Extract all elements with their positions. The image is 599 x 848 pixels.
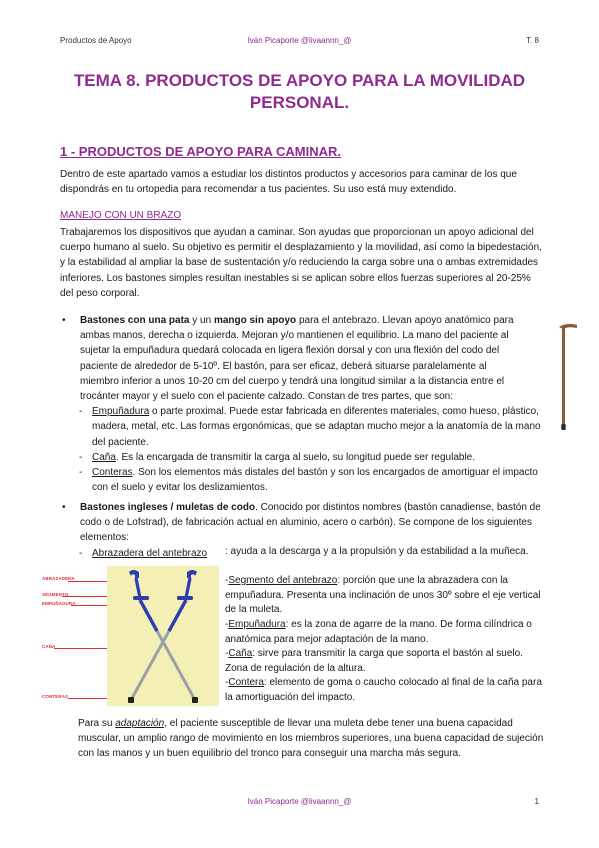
part-desc: . Son los elementos más distales del bastón y son los encargados de amortiguar el impacto con el suelo y evitar los deslizamientos.: [92, 467, 538, 494]
footer-author: Iván Picaporte @livaannn_@: [247, 797, 352, 806]
part-desc: : sirve para transmitir la carga que soporta el bastón al suelo. Zona de regulación de la altura.: [225, 648, 523, 674]
label-conteras: CONTERAS: [42, 694, 69, 699]
label-empunadura: EMPUÑADURA: [42, 601, 76, 606]
bullet-symbol: •: [62, 502, 66, 513]
title-line-1: TEMA 8. PRODUCTOS DE APOYO PARA LA MOVILIDAD: [73, 71, 526, 90]
closing-pre: Para su: [78, 718, 116, 729]
closing-paragraph: [78, 716, 544, 762]
part-term: Abrazadera del antebrazo: [92, 547, 208, 559]
bold-term: mango sin apoyo: [213, 315, 297, 326]
dash-symbol: -: [79, 451, 83, 463]
section-heading: 1 - PRODUCTOS DE APOYO PARA CAMINAR.: [60, 144, 341, 159]
dash-symbol: -: [79, 406, 83, 418]
bullet-canes-text: [80, 313, 522, 404]
bullet-canes-body: para el antebrazo. Llevan apoyo anatómico para ambas manos, derecha o izquierda. Mejoran y/o mantienen el equilibrio. La mano del paciente al sujetar la empuñadura quedará colocada en ligera flexión dorsal y con una flexión del codo del paciente de alrededor de 5-10º. El bastón, para ser eficaz, deberá situarse paralelamente al miembro inferior a unos 10-20 cm del cuerpo y tendrá una longitud similar a la distancia entre el trocánter mayor y el suelo con el paciente calzado. Constan de tres partes, que son:: [80, 315, 514, 403]
part-term: Conteras: [92, 467, 133, 479]
dash-symbol: -: [225, 648, 229, 659]
closing-term: adaptación: [115, 718, 165, 729]
header-author: Iván Picaporte @livaannn_@: [247, 36, 352, 45]
crutch-part-grip: [225, 618, 545, 647]
header-topic: T. 8: [526, 36, 539, 45]
part-term: Empuñadura: [228, 619, 286, 630]
dash-symbol: -: [79, 547, 83, 559]
part-desc: : es la zona de agarre de la mano. De forma cilíndrica o anatómica para mejor adaptación de la mano.: [225, 619, 532, 645]
cane-part-tip: [60, 465, 545, 495]
dash-symbol: -: [225, 619, 229, 630]
part-desc: o parte proximal. Puede estar fabricada en diferentes materiales, como hueso, plástico, madera, metal, etc. Las formas ergonómicas, que se adaptan mucho mejor a la anatomía de la mano del paciente.: [92, 406, 541, 448]
closing-body: , el paciente susceptible de llevar una muleta debe tener una buena capacidad muscular, un amplio rango de movimiento en los miembros superiores, una buena capacidad de sujeción con las manos y un buen equilibrio del tronco para conseguir una marcha más segura.: [78, 718, 544, 760]
dash-symbol: -: [225, 575, 229, 586]
crutch-cuff-desc: [225, 545, 545, 560]
title-line-2: PERSONAL.: [249, 93, 350, 112]
bullet-crutches-body: . Conocido por distintos nombres (bastón canadiense, bastón de codo o de Lofstrad), de fabricación actual en aluminio, acero o carbón). Se compone de los siguientes elementos:: [80, 502, 541, 544]
label-segmento: SEGMENTO: [42, 592, 69, 597]
crutch-part-segment: [225, 574, 545, 618]
dash-symbol: -: [225, 677, 229, 688]
bold-term: Bastones con una pata: [80, 315, 190, 326]
cane-image: [553, 321, 583, 431]
part-desc: : elemento de goma o caucho colocado al final de la caña para la amortiguación del impacto.: [225, 677, 542, 703]
bullet-canes: [60, 313, 545, 495]
label-abrazadera: ABRAZADERA: [42, 576, 75, 581]
cane-part-shaft: [60, 450, 545, 465]
bullet-crutches-row: [60, 500, 545, 546]
cane-part-grip: [60, 404, 545, 450]
header-left: Productos de Apoyo: [60, 36, 132, 45]
part-desc: : porción que une la abrazadera con la empuñadura. Presenta una inclinación de unos 30º sobre el eje vertical de la muleta.: [225, 575, 541, 616]
bullet-canes-row: [60, 313, 545, 404]
part-term: Contera: [228, 677, 264, 688]
crutch-image: [107, 566, 219, 706]
crutch-part-tip: [225, 676, 545, 705]
label-cana: CAÑA: [42, 644, 56, 649]
dash-symbol: -: [79, 467, 83, 479]
part-desc: . Es la encargada de transmitir la carga al suelo, su longitud puede ser regulable.: [115, 451, 476, 463]
subsection-heading: MANEJO CON UN BRAZO: [60, 210, 182, 221]
page-number: 1: [534, 797, 539, 806]
part-term: Caña: [228, 648, 253, 659]
subsection-body: Trabajaremos los dispositivos que ayudan a caminar. Son ayudas que proporcionan un apoyo adicional del cuerpo humano al suelo. Su objetivo es permitir el desplazamiento y la movilidad, así como la bipedestación, y la estabilidad al ampliar la base de sustentación y/o reduciendo la carga sobre una o ambas extremidades inferiores. Los bastones simples resultan inestables si se aplican sobre ellos fuerzas superiores al 20-25% del peso corporal.: [60, 227, 542, 299]
page-header: [60, 36, 539, 48]
section-intro: Dentro de este apartado vamos a estudiar los distintos productos y accesorios para caminar de los que dispondrás en tu ortopedia para recomendar a tus pacientes. Su uso está muy extendido.: [60, 169, 517, 196]
bold-term: Bastones ingleses / muletas de codo: [80, 502, 256, 513]
part-term: Empuñadura: [92, 406, 150, 418]
crutch-part-shaft: [225, 647, 545, 676]
bullet-symbol: •: [62, 315, 66, 326]
bullet-crutches-text: [80, 500, 545, 546]
connector-text: y un: [189, 315, 214, 326]
part-desc: : ayuda a la descarga y a la propulsión y da estabilidad a la muñeca.: [225, 546, 529, 557]
part-term: Caña: [92, 451, 116, 463]
part-term: Segmento del antebrazo: [228, 575, 338, 586]
document-title: [60, 70, 539, 114]
